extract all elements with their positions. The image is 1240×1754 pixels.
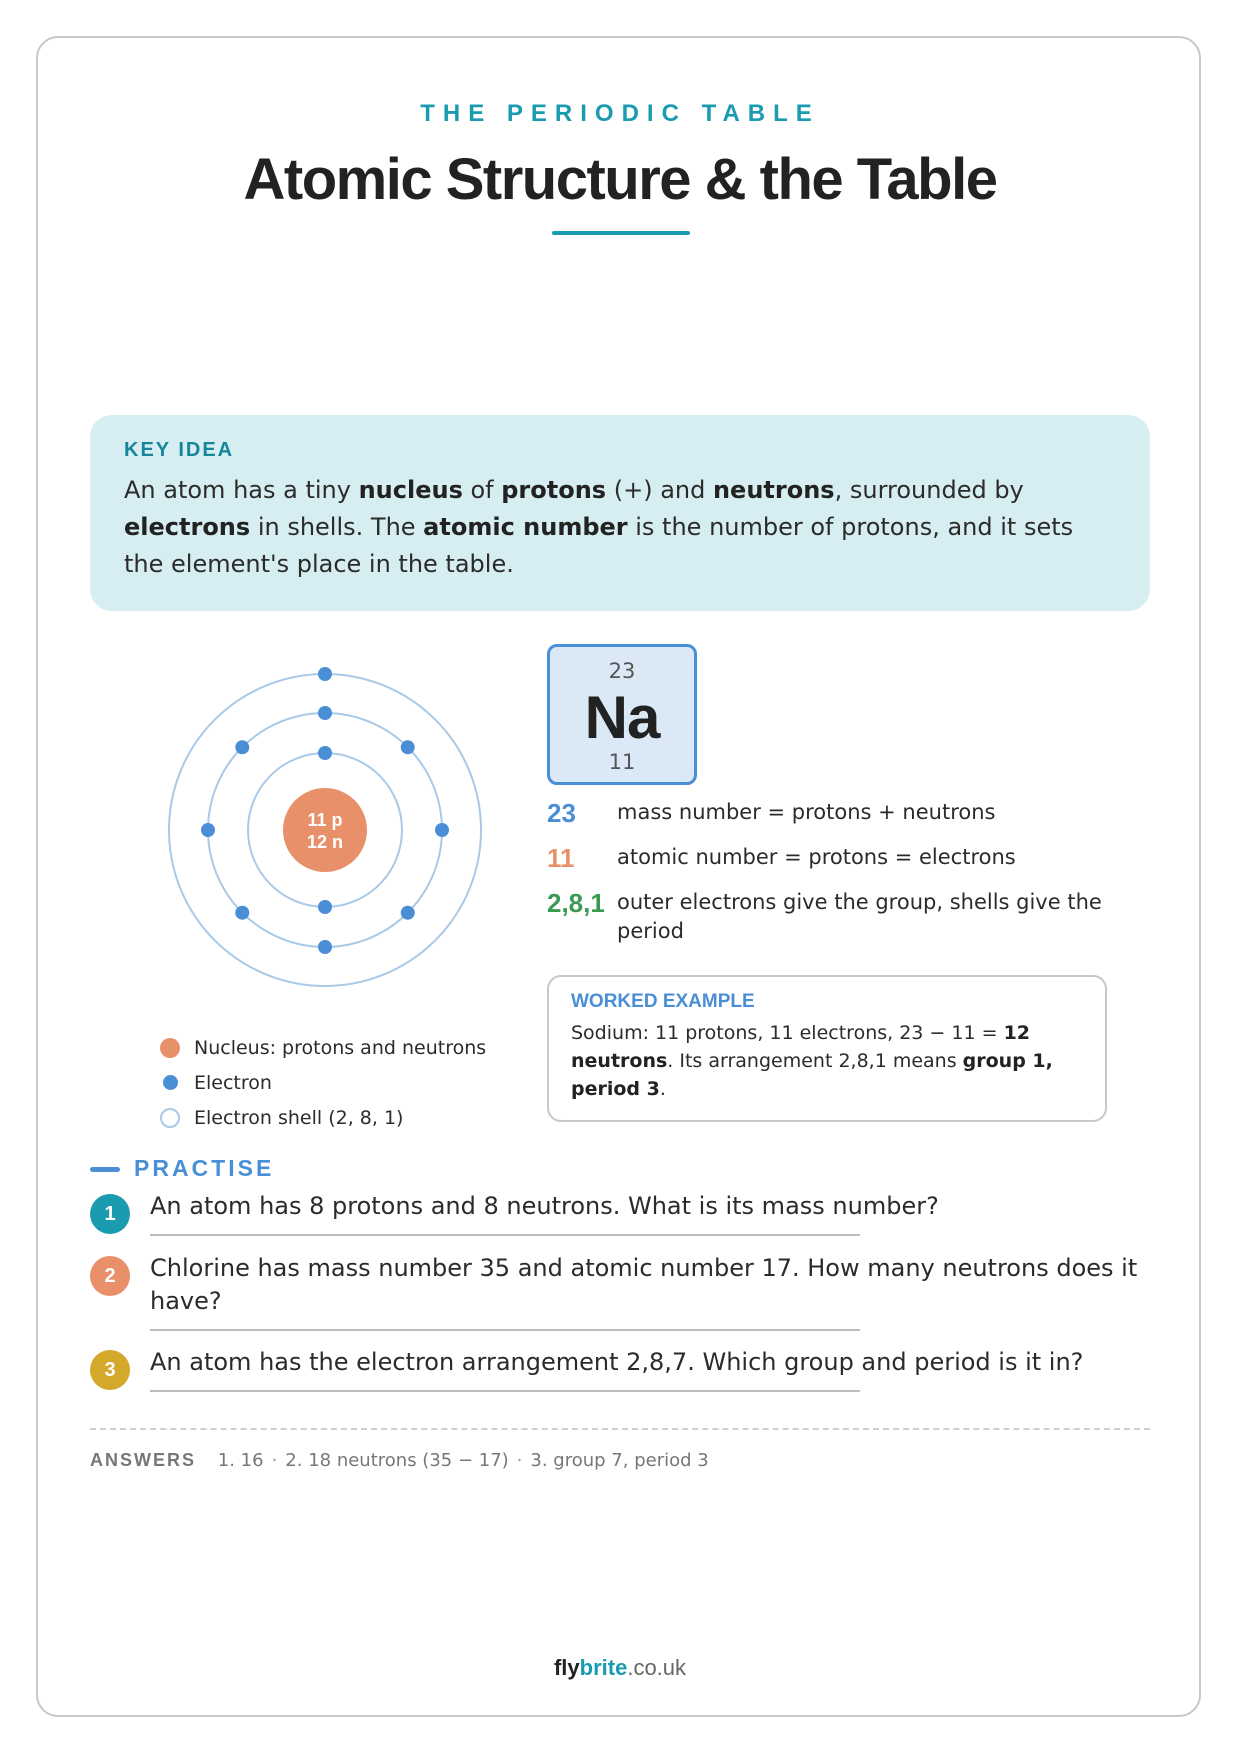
electron — [235, 906, 249, 920]
shell-swatch-icon — [160, 1108, 180, 1128]
worked-example-segment: group 1, period 3 — [571, 1050, 1053, 1100]
legend-item — [160, 1100, 486, 1135]
question-number-badge: 3 — [90, 1350, 130, 1390]
definition-row — [547, 843, 1117, 873]
key-idea-segment: is the number of protons, and it sets the element's place in the table. — [124, 513, 1074, 578]
legend-item — [160, 1065, 486, 1100]
footer-brand — [0, 1655, 1240, 1681]
key-idea-segment: An atom has a tiny — [124, 476, 359, 504]
legend-label: Electron — [194, 1071, 272, 1094]
answers-divider — [90, 1428, 1150, 1430]
electron-swatch-icon — [163, 1075, 178, 1090]
key-idea-segment: neutrons — [712, 476, 835, 504]
page-title: Atomic Structure & the Table — [243, 147, 997, 212]
electron — [318, 667, 332, 681]
key-idea-segment: , surrounded by — [834, 476, 1024, 504]
answer-item: 3. group 7, period 3 — [530, 1450, 709, 1471]
footer-brand-fly: fly — [553, 1655, 580, 1680]
nucleus-protons-label: 11 p — [307, 810, 343, 830]
key-idea-segment: of — [462, 476, 502, 504]
diagram-legend — [160, 1030, 486, 1135]
nucleus-swatch-icon — [160, 1038, 180, 1058]
nucleus — [283, 788, 367, 872]
answer-writing-line — [150, 1390, 860, 1392]
answers-line — [90, 1450, 709, 1471]
key-idea-segment: (+) and — [606, 476, 713, 504]
electron — [401, 740, 415, 754]
legend-label: Nucleus: protons and neutrons — [194, 1036, 487, 1059]
answer-item: 2. 18 neutrons (35 − 17) — [285, 1450, 509, 1471]
definition-row — [547, 888, 1117, 946]
atom-diagram — [140, 645, 510, 1015]
tile-mass-number: 23 — [608, 659, 636, 683]
electron — [235, 740, 249, 754]
worked-example-segment: 12 neutrons — [571, 1022, 1031, 1072]
tile-atomic-number: 11 — [608, 750, 636, 774]
question-number-badge: 2 — [90, 1256, 130, 1296]
answer-item: 1. 16 — [217, 1450, 264, 1471]
key-idea-segment: in shells. The — [250, 513, 424, 541]
electron — [401, 906, 415, 920]
title-underline — [552, 231, 690, 235]
worked-example-label: WORKED EXAMPLE — [571, 991, 755, 1012]
legend-label: Electron shell (2, 8, 1) — [194, 1106, 404, 1129]
electron — [318, 746, 332, 760]
worked-example-segment: . Its arrangement 2,8,1 means — [667, 1050, 963, 1072]
key-idea-text — [124, 472, 1116, 583]
question-number-badge: 1 — [90, 1194, 130, 1234]
answers-separator: · — [271, 1450, 278, 1471]
electron — [435, 823, 449, 837]
key-idea-box — [90, 415, 1150, 611]
electron — [318, 940, 332, 954]
worked-example-box — [547, 975, 1107, 1122]
worked-example-segment: Sodium: 11 protons, 11 electrons, 23 − 11 = — [571, 1022, 1004, 1044]
key-idea-segment: protons — [501, 476, 607, 504]
definition-text: atomic number = protons = electrons — [617, 845, 1016, 869]
definition-value: 2,8,1 — [547, 888, 605, 918]
element-tile-sodium — [547, 644, 697, 785]
answer-writing-line — [150, 1329, 860, 1331]
key-idea-segment: nucleus — [358, 476, 463, 504]
nucleus-neutrons-label: 12 n — [306, 832, 344, 852]
question-text: An atom has 8 protons and 8 neutrons. What is its mass number? — [150, 1192, 939, 1220]
tile-element-symbol: Na — [584, 684, 660, 751]
answers-label: ANSWERS — [90, 1450, 197, 1470]
electron — [318, 900, 332, 914]
key-idea-label: KEY IDEA — [124, 439, 235, 461]
practise-heading: PRACTISE — [134, 1155, 275, 1181]
footer-brand-brite: brite — [579, 1655, 628, 1680]
legend-item — [160, 1030, 486, 1065]
definition-value: 11 — [547, 843, 575, 873]
answers-separator: · — [516, 1450, 523, 1471]
question-text: Chlorine has mass number 35 and atomic number 17. How many neutrons does it have? — [150, 1254, 1138, 1315]
key-idea-segment: electrons — [124, 513, 251, 541]
definition-row — [547, 798, 1117, 828]
key-idea-segment: atomic number — [423, 513, 628, 541]
electron — [318, 706, 332, 720]
eyebrow-heading: THE PERIODIC TABLE — [420, 100, 820, 127]
definition-text: mass number = protons + neutrons — [617, 800, 996, 824]
electron — [201, 823, 215, 837]
worked-example-text — [571, 1019, 1083, 1103]
answer-writing-line — [150, 1234, 860, 1236]
worked-example-segment: . — [659, 1078, 666, 1100]
definition-value: 23 — [547, 798, 576, 828]
footer-brand-tld: .co.uk — [627, 1655, 687, 1680]
practise-accent-bar — [90, 1167, 120, 1172]
definition-text: outer electrons give the group, shells give the period — [617, 890, 1102, 943]
question-text: An atom has the electron arrangement 2,8,7. Which group and period is it in? — [150, 1348, 1084, 1376]
